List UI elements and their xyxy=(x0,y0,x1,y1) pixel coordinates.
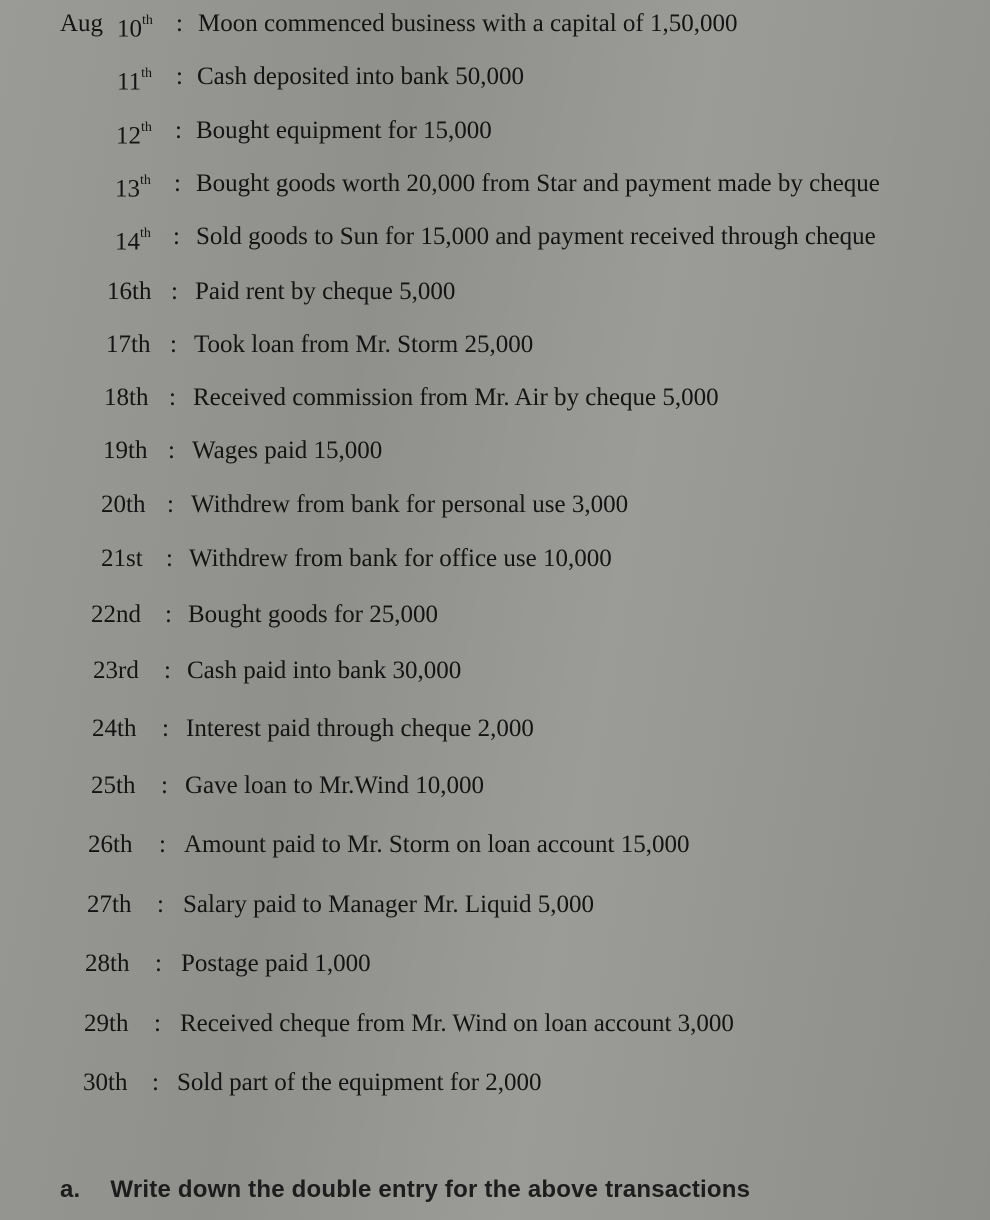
transaction-description: Moon commenced business with a capital of 1,50,000 xyxy=(198,10,738,37)
transaction-date xyxy=(85,948,129,980)
transaction-date xyxy=(93,655,139,687)
transaction-description: Gave loan to Mr.Wind 10,000 xyxy=(185,772,484,799)
separator-colon: : xyxy=(161,772,168,799)
separator-colon: : xyxy=(175,117,182,144)
separator-colon: : xyxy=(171,278,178,305)
question-text: Write down the double entry for the above transactions xyxy=(110,1176,751,1203)
date-day: 11 xyxy=(117,68,142,96)
transaction-description: Withdrew from bank for office use 10,000 xyxy=(189,545,612,572)
transaction-description: Bought goods for 25,000 xyxy=(188,601,438,628)
separator-colon: : xyxy=(155,950,162,977)
transaction-date xyxy=(103,435,147,467)
separator-colon: : xyxy=(166,545,173,572)
month-prefix: Aug xyxy=(60,10,104,37)
transaction-description: Cash deposited into bank 50,000 xyxy=(197,63,525,90)
transaction-date xyxy=(117,8,153,45)
transaction-description: Wages paid 15,000 xyxy=(192,437,383,464)
date-day: 22nd xyxy=(91,601,141,628)
transaction-description: Sold part of the equipment for 2,000 xyxy=(177,1069,542,1096)
date-day: 28th xyxy=(85,950,130,977)
question-number: a. xyxy=(60,1176,81,1203)
separator-colon: : xyxy=(170,331,177,358)
date-day: 18th xyxy=(104,384,149,411)
transaction-description: Withdrew from bank for personal use 3,000 xyxy=(191,491,629,518)
transaction-description: Sold goods to Sun for 15,000 and payment received through cheque xyxy=(196,223,876,250)
separator-colon: : xyxy=(165,601,172,628)
date-suffix: th xyxy=(142,13,153,28)
separator-colon: : xyxy=(152,1069,159,1096)
transaction-description: Bought equipment for 15,000 xyxy=(196,117,492,144)
separator-colon: : xyxy=(162,715,169,742)
transaction-date xyxy=(117,61,152,98)
transaction-date xyxy=(101,489,145,521)
date-day: 16th xyxy=(107,278,152,305)
transaction-date xyxy=(92,713,136,745)
date-suffix: th xyxy=(140,173,151,188)
separator-colon: : xyxy=(169,384,176,411)
date-day: 21st xyxy=(101,545,143,572)
date-day: 12 xyxy=(116,122,141,150)
separator-colon: : xyxy=(164,657,171,684)
separator-colon: : xyxy=(159,831,166,858)
transaction-date xyxy=(91,599,141,631)
transaction-description: Interest paid through cheque 2,000 xyxy=(186,715,534,742)
transaction-date xyxy=(115,168,151,205)
transaction-description: Postage paid 1,000 xyxy=(181,950,371,977)
separator-colon: : xyxy=(168,437,175,464)
date-day: 19th xyxy=(103,437,148,464)
separator-colon: : xyxy=(154,1010,161,1037)
transaction-description: Bought goods worth 20,000 from Star and payment made by cheque xyxy=(196,170,880,197)
separator-colon: : xyxy=(176,63,183,90)
date-suffix: th xyxy=(140,226,151,241)
separator-colon: : xyxy=(174,170,181,197)
date-day: 26th xyxy=(88,831,133,858)
date-day: 25th xyxy=(91,772,136,799)
transaction-date xyxy=(84,1008,128,1040)
question xyxy=(60,1176,750,1204)
separator-colon: : xyxy=(167,491,174,518)
date-day: 14 xyxy=(115,228,140,256)
transaction-date xyxy=(88,829,132,861)
transaction-description: Amount paid to Mr. Storm on loan account 15,000 xyxy=(184,831,690,858)
date-suffix: th xyxy=(141,66,152,81)
separator-colon: : xyxy=(173,223,180,250)
transaction-date xyxy=(116,115,152,152)
date-day: 13 xyxy=(115,175,140,203)
date-day: 23rd xyxy=(93,657,139,684)
transaction-date xyxy=(91,770,135,802)
transaction-date xyxy=(115,221,151,258)
transaction-description: Paid rent by cheque 5,000 xyxy=(195,278,456,305)
transaction-date xyxy=(101,543,143,575)
date-day: 20th xyxy=(101,491,146,518)
transaction-description: Salary paid to Manager Mr. Liquid 5,000 xyxy=(183,891,595,918)
date-day: 24th xyxy=(92,715,137,742)
transaction-description: Received cheque from Mr. Wind on loan account 3,000 xyxy=(180,1010,734,1037)
transaction-date xyxy=(104,382,148,414)
separator-colon: : xyxy=(157,891,164,918)
date-day: 10 xyxy=(117,15,142,43)
date-day: 17th xyxy=(106,331,151,358)
date-day: 27th xyxy=(87,891,132,918)
transaction-date xyxy=(106,329,150,361)
date-day: 30th xyxy=(83,1069,128,1096)
transaction-date xyxy=(107,276,151,308)
transaction-date xyxy=(87,889,131,921)
transaction-date xyxy=(83,1067,127,1099)
transaction-description: Cash paid into bank 30,000 xyxy=(187,657,462,684)
date-day: 29th xyxy=(84,1010,129,1037)
transaction-description: Took loan from Mr. Storm 25,000 xyxy=(194,331,534,358)
date-suffix: th xyxy=(141,120,152,135)
transaction-description: Received commission from Mr. Air by cheque 5,000 xyxy=(193,384,719,411)
separator-colon: : xyxy=(176,10,183,37)
